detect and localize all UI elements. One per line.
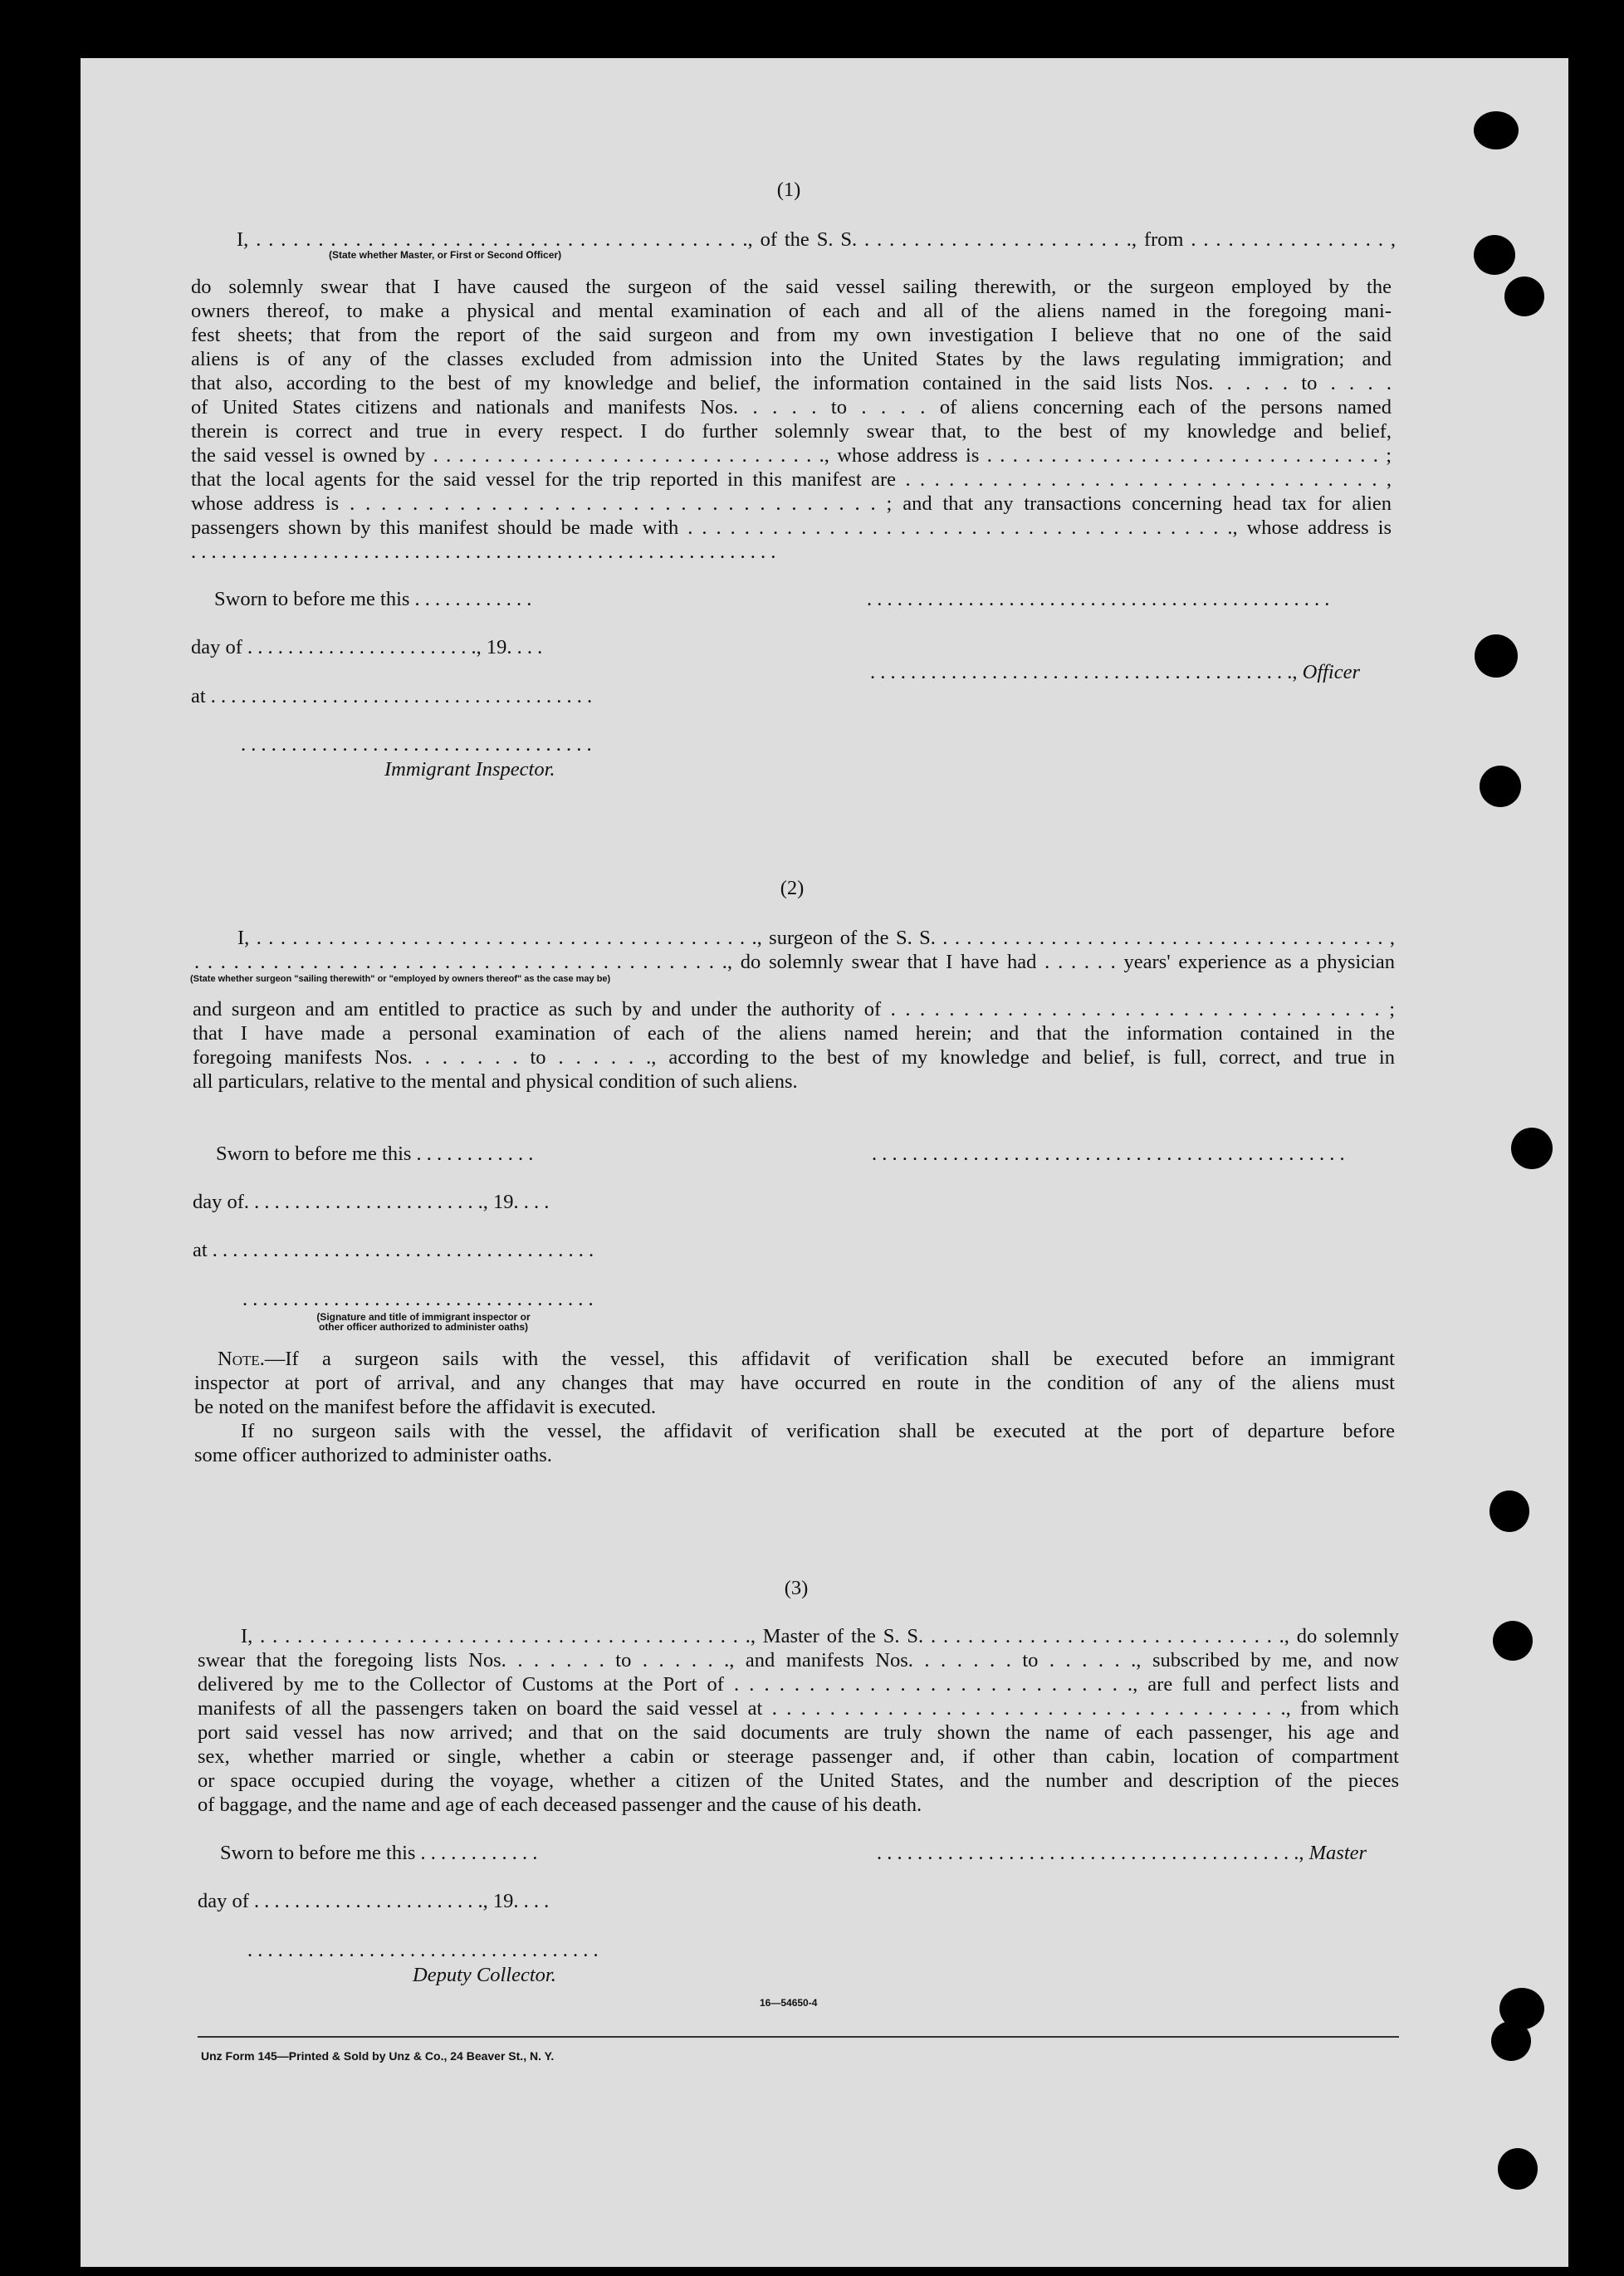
- section-3-body-line: sex, whether married or single, whether a cabin or steerage passenger and, if other than cabin, location of compartment: [198, 1745, 1399, 1768]
- section-3-body-line: or space occupied during the voyage, whether a citizen of the United States, and the number and description of the pieces: [198, 1769, 1399, 1792]
- section-2-body-line: foregoing manifests Nos. . . . . . . to . . . . . ., according to the best of my knowledge and belief, is full, correct, and true in: [193, 1046, 1395, 1069]
- section-1-body-line: whose address is . . . . . . . . . . . . . . . . . . . . . . . . . . . . . . . . . . ; and that any transactions concerning head tax for alien: [191, 492, 1392, 515]
- section-2-note2-last: some officer authorized to administer oaths.: [194, 1444, 552, 1466]
- punch-hole: [1474, 111, 1519, 149]
- punch-hole: [1491, 2021, 1531, 2061]
- note-text: —If a surgeon sails with the vessel, this affidavit of verification shall be executed before an immigrant: [264, 1348, 1395, 1370]
- master-dots: . . . . . . . . . . . . . . . . . . . . . . . . . . . . . . . . . . . . . . . . . .,: [877, 1842, 1304, 1864]
- punch-hole: [1511, 1128, 1553, 1169]
- section-2-signature-dots: . . . . . . . . . . . . . . . . . . . . . . . . . . . . . . . . . . .: [242, 1288, 594, 1310]
- section-2-note-line: inspector at port of arrival, and any changes that may have occurred en route in the condition of any of the aliens must: [194, 1372, 1395, 1394]
- section-2-line-1: I, . . . . . . . . . . . . . . . . . . . . . . . . . . . . . . . . . . . . . . . . . ., surgeon of the S. S. . . . . . . . . . . . . . . . . . . . . . . . . . . . . . . . . . . . . . ,: [237, 927, 1395, 949]
- section-1-body-line: owners thereof, to make a physical and mental examination of each and all of the aliens named in the foregoing mani-: [191, 300, 1392, 322]
- punch-hole: [1504, 277, 1544, 316]
- section-3-signature-dots: . . . . . . . . . . . . . . . . . . . . . . . . . . . . . . . . . . .: [247, 1939, 599, 1961]
- punch-hole: [1498, 2148, 1538, 2190]
- section-1-body-last: . . . . . . . . . . . . . . . . . . . . . . . . . . . . . . . . . . . . . . . . . . . . . . . . . . . . . . . . . .: [191, 541, 776, 563]
- section-3-signature-title: Deputy Collector.: [413, 1964, 556, 1986]
- section-2-note-last: be noted on the manifest before the affidavit is executed.: [194, 1396, 657, 1418]
- section-1-heading: (1): [776, 179, 801, 201]
- section-2-sworn: Sworn to before me this . . . . . . . . . . . .: [216, 1143, 534, 1165]
- section-1-sworn: Sworn to before me this . . . . . . . . . . . .: [214, 588, 532, 610]
- section-2-body-last: all particulars, relative to the mental and physical condition of such aliens.: [193, 1070, 798, 1093]
- officer-dots: . . . . . . . . . . . . . . . . . . . . . . . . . . . . . . . . . . . . . . . . . .,: [870, 661, 1298, 683]
- officer-label: Officer: [1302, 661, 1361, 683]
- section-3-heading: (3): [784, 1577, 809, 1599]
- punch-hole: [1475, 634, 1518, 678]
- section-2-heading: (2): [780, 877, 805, 899]
- section-1-signature-dots: . . . . . . . . . . . . . . . . . . . . . . . . . . . . . . . . . . .: [241, 733, 592, 756]
- section-2-subcaption: (State whether surgeon "sailing therewith" or "employed by owners thereof" as the case may be): [190, 974, 611, 984]
- signature-note-line: other officer authorized to administer oaths): [318, 1321, 529, 1333]
- section-2-body-line: that I have made a personal examination of each of the aliens named herein; and that the information contained in the: [193, 1022, 1395, 1045]
- section-1-officer-line: [870, 660, 1360, 684]
- section-3-body-line: manifests of all the passengers taken on board the said vessel at . . . . . . . . . . . . . . . . . . . . . . . . . . . . . . . . . . . ., from which: [198, 1697, 1399, 1720]
- section-1-signature-title: Immigrant Inspector.: [384, 758, 555, 781]
- punch-hole: [1493, 1621, 1533, 1661]
- footer-divider: [198, 2036, 1399, 2038]
- section-1-body-line: fest sheets; that from the report of the said surgeon and from my own investigation I believe that no one of the said: [191, 324, 1392, 346]
- section-2-right-dots: . . . . . . . . . . . . . . . . . . . . . . . . . . . . . . . . . . . . . . . . . . . . . . .: [872, 1143, 1345, 1165]
- section-1-at: at . . . . . . . . . . . . . . . . . . . . . . . . . . . . . . . . . . . . . .: [191, 685, 593, 707]
- section-2-at: at . . . . . . . . . . . . . . . . . . . . . . . . . . . . . . . . . . . . . .: [193, 1239, 594, 1261]
- section-2-signature-note: [241, 1312, 606, 1332]
- section-2-line-2: . . . . . . . . . . . . . . . . . . . . . . . . . . . . . . . . . . . . . . . . ., do solemnly swear that I have had . . . . . . years' experience as a physician: [194, 951, 1395, 973]
- section-1-body-line: aliens is of any of the classes excluded from admission into the United States by the laws regulating immigration; and: [191, 348, 1392, 370]
- section-3-body-line: delivered by me to the Collector of Customs at the Port of . . . . . . . . . . . . . . . . . . . . . . . . . . ., are full and perfect lists and: [198, 1673, 1399, 1696]
- section-1-body-line: therein is correct and true in every respect. I do further solemnly swear that, to the best of my knowledge and belief,: [191, 420, 1392, 443]
- punch-hole: [1474, 235, 1515, 275]
- form-number: 16—54650-4: [760, 1997, 818, 2009]
- punch-hole: [1480, 766, 1521, 807]
- section-1-body-line: the said vessel is owned by . . . . . . . . . . . . . . . . . . . . . . . . . . . . . . ., whose address is . . . . . . . . . . . . . . . . . . . . . . . . . . . . . . . ;: [191, 444, 1392, 467]
- section-2-note2-line: If no surgeon sails with the vessel, the affidavit of verification shall be executed at the port of departure before: [241, 1420, 1395, 1442]
- section-2-note-line: [218, 1347, 1395, 1371]
- punch-hole: [1489, 1490, 1529, 1532]
- section-1-body-line: passengers shown by this manifest should be made with . . . . . . . . . . . . . . . . . . . . . . . . . . . . . . . . . . . . . . ., whose address is: [191, 516, 1392, 539]
- section-1-officer-dots: . . . . . . . . . . . . . . . . . . . . . . . . . . . . . . . . . . . . . . . . . . . . . .: [867, 588, 1330, 610]
- printer-footer: Unz Form 145—Printed & Sold by Unz & Co., 24 Beaver St., N. Y.: [201, 2049, 555, 2063]
- section-3-body-last: of baggage, and the name and age of each deceased passenger and the cause of his death.: [198, 1794, 922, 1816]
- section-3-master-line: [877, 1841, 1367, 1865]
- signature-note-line: (Signature and title of immigrant inspector or: [316, 1311, 531, 1323]
- section-1-line-1: I, . . . . . . . . . . . . . . . . . . . . . . . . . . . . . . . . . . . . . . . ., of the S. S. . . . . . . . . . . . . . . . . . . . . . ., from . . . . . . . . . . . . . . . . ,: [237, 228, 1396, 251]
- section-3-body-line: I, . . . . . . . . . . . . . . . . . . . . . . . . . . . . . . . . . . . . . . . ., Master of the S. S. . . . . . . . . . . . . . . . . . . . . . . . . . . . . ., do solemnly: [241, 1625, 1399, 1647]
- section-2-day: day of. . . . . . . . . . . . . . . . . . . . . . . ., 19. . . .: [193, 1191, 550, 1213]
- section-1-body-line: do solemnly swear that I have caused the surgeon of the said vessel sailing therewith, or the surgeon employed by the: [191, 276, 1392, 298]
- section-3-body-line: swear that the foregoing lists Nos. . . . . . . to . . . . . ., and manifests Nos. . . . . . . to . . . . . ., subscribed by me, and now: [198, 1649, 1399, 1672]
- section-1-subcaption: (State whether Master, or First or Second Officer): [329, 249, 562, 261]
- section-1-day: day of . . . . . . . . . . . . . . . . . . . . . . ., 19. . . .: [191, 636, 543, 658]
- master-label: Master: [1308, 1842, 1367, 1864]
- section-2-body-line: and surgeon and am entitled to practice as such by and under the authority of . . . . . . . . . . . . . . . . . . . . . . . . . . . . . . . . . . ;: [193, 998, 1395, 1021]
- section-1-body-line: that the local agents for the said vessel for the trip reported in this manifest are . . . . . . . . . . . . . . . . . . . . . . . . . . . . . . . . . ,: [191, 468, 1392, 491]
- section-3-sworn: Sworn to before me this . . . . . . . . . . . .: [220, 1842, 538, 1864]
- note-label: Note.: [218, 1348, 265, 1370]
- section-1-body-line: that also, according to the best of my knowledge and belief, the information contained in the said lists Nos. . . . . to . . . .: [191, 372, 1392, 394]
- section-1-body-line: of United States citizens and nationals and manifests Nos. . . . . to . . . . of aliens concerning each of the persons named: [191, 396, 1392, 418]
- section-3-body-line: port said vessel has now arrived; and that on the said documents are truly shown the name of each passenger, his age and: [198, 1721, 1399, 1744]
- section-3-day: day of . . . . . . . . . . . . . . . . . . . . . . ., 19. . . .: [198, 1890, 550, 1912]
